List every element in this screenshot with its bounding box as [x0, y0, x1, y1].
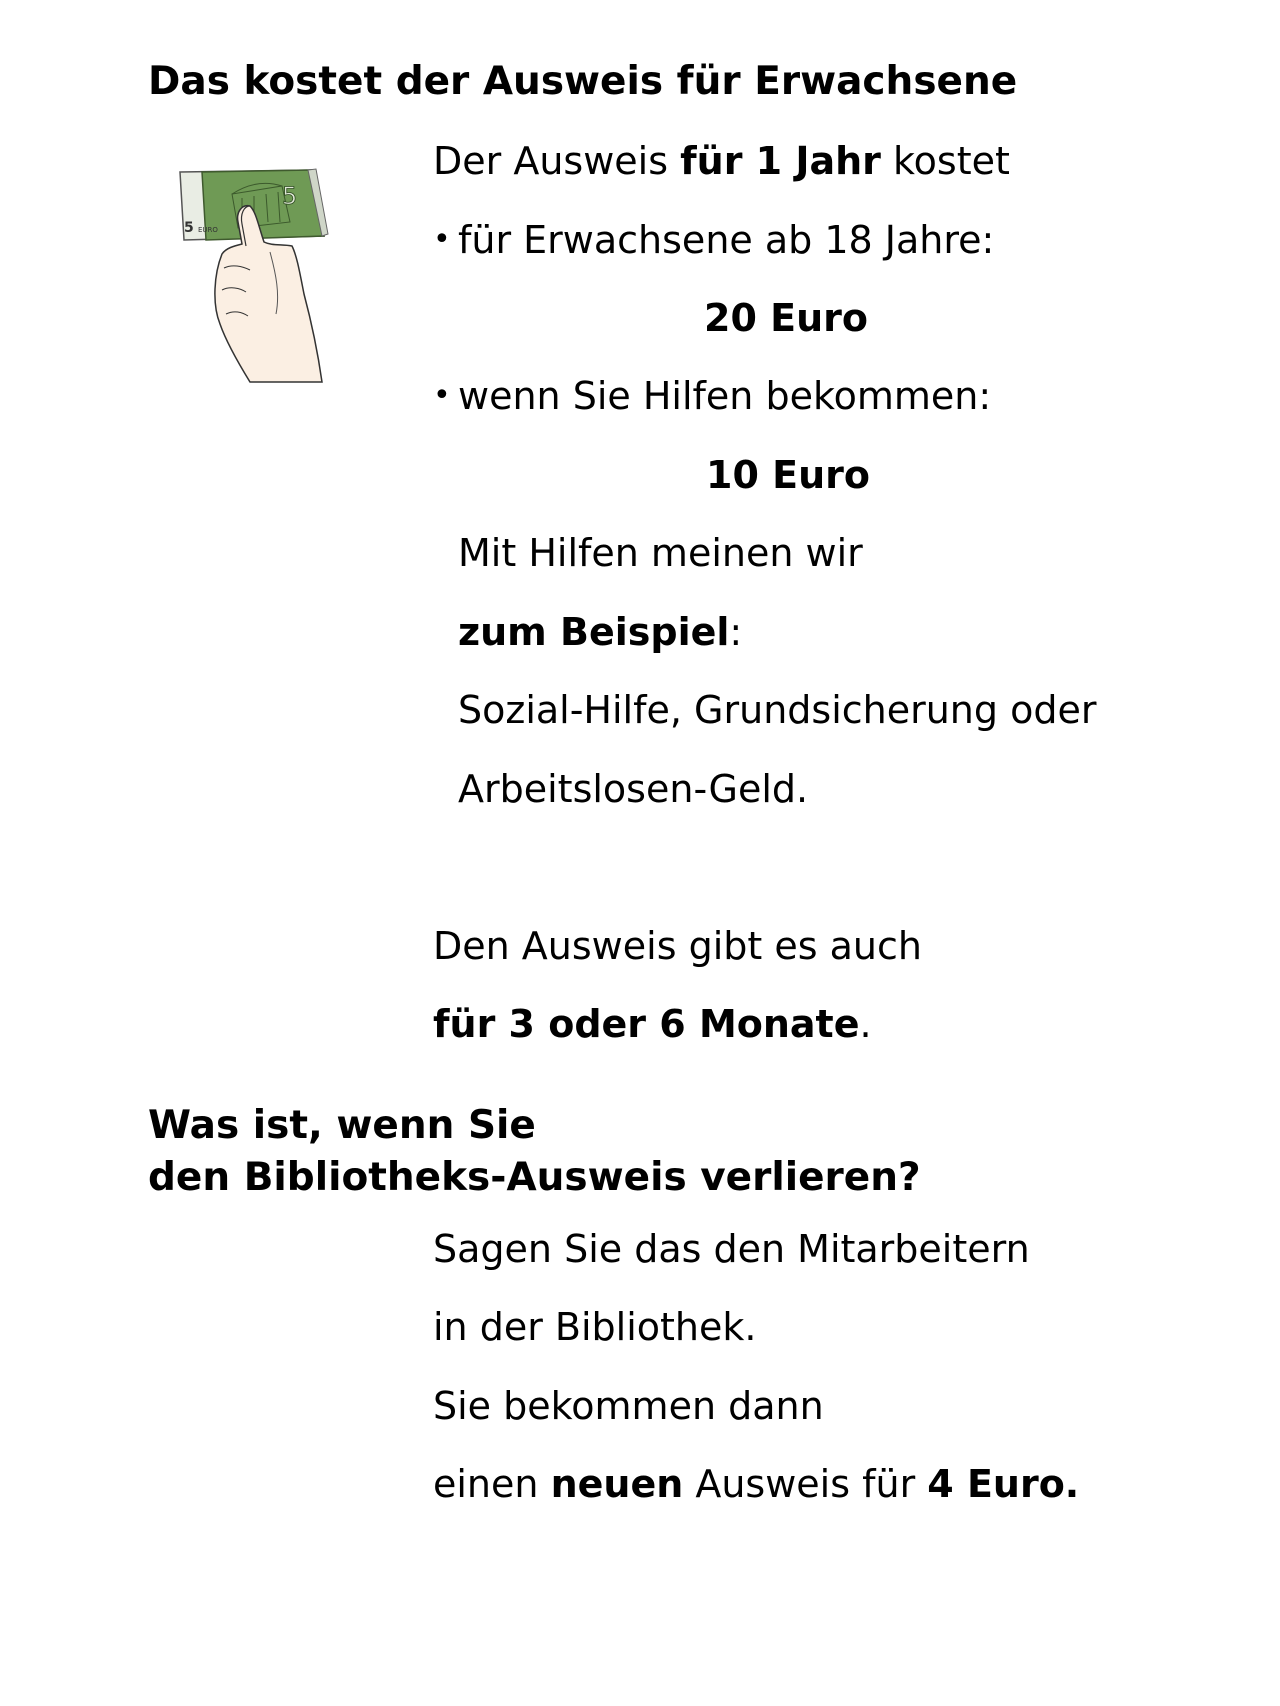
help-explanation-line2	[458, 607, 742, 657]
bullet-icon: •	[433, 378, 451, 413]
lost-line3: Sie bekommen dann	[433, 1384, 824, 1428]
lost-line2: in der Bibliothek.	[433, 1305, 757, 1349]
list-item-help-text: wenn Sie Hilfen bekommen:	[458, 374, 992, 418]
lost-line4-bold-new: neuen	[550, 1462, 684, 1506]
help-explanation-line3: Sozial-Hilfe, Grundsicherung oder	[458, 688, 1097, 732]
note-denomination-small: 5	[184, 220, 194, 236]
list-item-adults-text: für Erwachsene ab 18 Jahre:	[458, 218, 995, 262]
help-example-bold: zum Beispiel	[458, 610, 730, 654]
lost-line4	[433, 1459, 1079, 1509]
note-denomination-large: 5	[282, 182, 298, 210]
months-line1: Den Ausweis gibt es auch	[433, 924, 922, 968]
intro-line	[433, 136, 1010, 186]
months-bold: für 3 oder 6 Monate	[433, 1002, 860, 1046]
lost-line4-a: einen	[433, 1462, 551, 1506]
section-heading-line1: Was ist, wenn Sie	[148, 1103, 536, 1148]
section-heading-line2: den Bibliotheks-Ausweis verlieren?	[148, 1155, 921, 1200]
bullet-icon: •	[433, 222, 451, 257]
help-example-colon: :	[729, 610, 743, 654]
list-item-adults	[433, 215, 995, 265]
help-explanation-line4: Arbeitslosen-Geld.	[458, 767, 809, 811]
lost-line4-c: Ausweis für	[683, 1462, 928, 1506]
price-help: 10 Euro	[706, 453, 870, 497]
lost-line4-bold-price: 4 Euro.	[927, 1462, 1080, 1506]
hand-holding-euro-note-icon	[172, 164, 340, 384]
lost-line1: Sagen Sie das den Mitarbeitern	[433, 1227, 1030, 1271]
intro-text-bold: für 1 Jahr	[680, 139, 881, 183]
intro-text-c: kostet	[880, 139, 1010, 183]
note-label: EURO	[198, 226, 218, 234]
intro-text-a: Der Ausweis	[433, 139, 681, 183]
list-item-help	[433, 371, 992, 421]
months-dot: .	[859, 1002, 872, 1046]
price-adults: 20 Euro	[704, 296, 868, 340]
help-explanation-line1: Mit Hilfen meinen wir	[458, 531, 863, 575]
section-heading-costs: Das kostet der Ausweis für Erwachsene	[148, 59, 1018, 104]
section-heading-lost-card	[148, 1100, 921, 1204]
months-line2	[433, 999, 872, 1049]
